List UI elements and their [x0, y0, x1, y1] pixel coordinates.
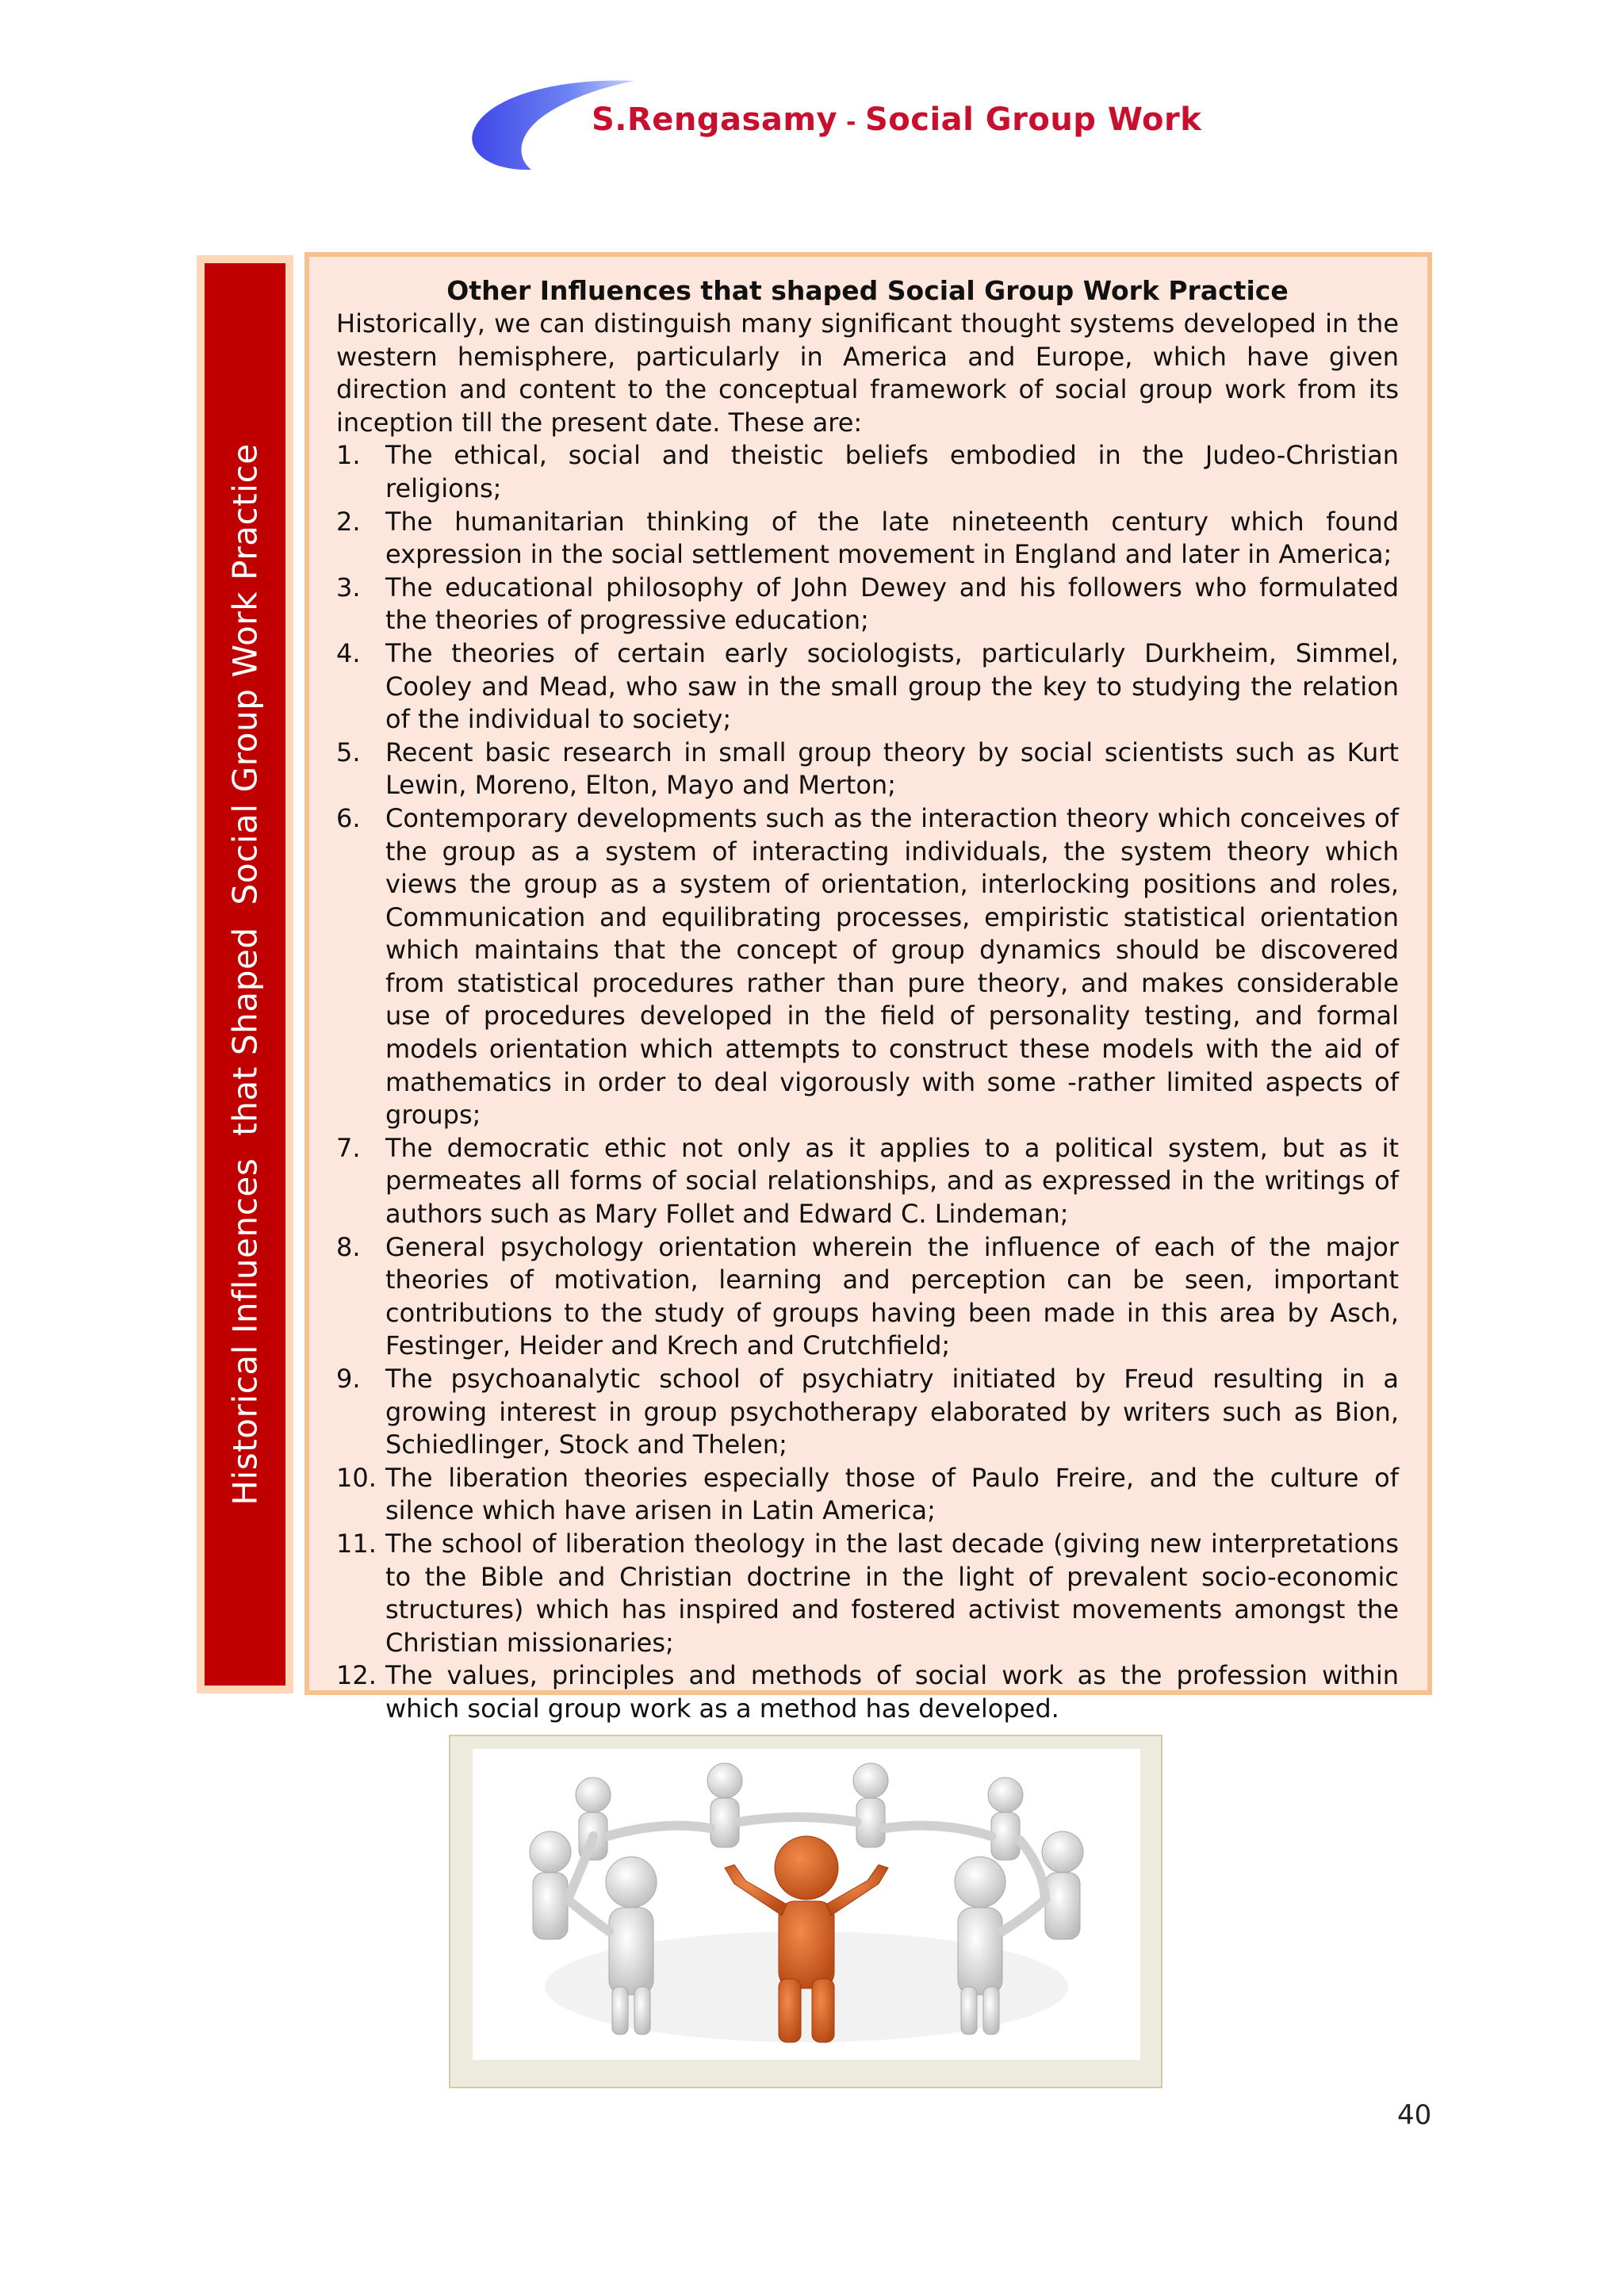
list-item	[336, 1528, 1399, 1659]
list-item-text: The educational philosophy of John Dewey and his followers who formulated the theories of progressive education;	[385, 572, 1399, 636]
list-item-text: The humanitarian thinking of the late nineteenth century which found expression in the social settlement movement in England and later in America;	[385, 506, 1399, 570]
list-item	[336, 1462, 1399, 1528]
page-number: 40	[1397, 2099, 1432, 2131]
illustration-canvas	[473, 1749, 1140, 2060]
list-item	[336, 637, 1399, 737]
list-item-number: 7.	[336, 1132, 361, 1163]
sidebar-panel	[197, 255, 293, 1693]
header-subject: Social Group Work	[864, 101, 1202, 138]
list-item	[336, 1132, 1399, 1231]
list-item-number: 3.	[336, 572, 361, 603]
group-circle-illustration-icon	[473, 1749, 1140, 2060]
list-item-text: The democratic ethic not only as it applies to a political system, but as it permeates all forms of social relationships, and as expressed in the writings of authors such as Mary Follet and Edward C. Lindeman;	[385, 1132, 1399, 1230]
list-item	[336, 737, 1399, 802]
header-author: S.Rengasamy	[592, 101, 838, 138]
content-box	[304, 252, 1432, 1724]
content-title: Other Influences that shaped Social Group Work Practice	[446, 275, 1289, 306]
list-item-text: General psychology orientation wherein the influence of each of the major theories of motivation, learning and perception can be seen, important contributions to the study of groups having been made in this area by Asch, Festinger, Heider and Krech and Crutchfield;	[385, 1231, 1399, 1361]
list-item-text: The liberation theories especially those of Paulo Freire, and the culture of silence which have arisen in Latin America;	[385, 1462, 1399, 1526]
list-item-number: 10.	[336, 1462, 377, 1493]
illustration-frame	[449, 1735, 1162, 2088]
list-item	[336, 1363, 1399, 1462]
header-title	[592, 101, 1201, 138]
list-item-number: 6.	[336, 802, 361, 833]
list-item-text: Recent basic research in small group theory by social scientists such as Kurt Lewin, Moreno, Elton, Mayo and Merton;	[385, 737, 1399, 801]
intro-paragraph: Historically, we can distinguish many significant thought systems developed in the western hemisphere, particularly in America and Europe, which have given direction and content to the conceptual framework of social group work from its inception till the present date. These are:	[336, 308, 1399, 438]
sidebar-red-band	[205, 263, 285, 1686]
list-item-text: The psychoanalytic school of psychiatry initiated by Freud resulting in a growing interest in group psychotherapy elaborated by writers such as Bion, Schiedlinger, Stock and Thelen;	[385, 1364, 1399, 1460]
list-item	[336, 802, 1399, 1132]
list-item-number: 12.	[336, 1660, 377, 1691]
list-item-number: 9.	[336, 1364, 361, 1394]
list-item	[336, 572, 1399, 637]
list-item-number: 1.	[336, 440, 361, 471]
list-item	[336, 1659, 1399, 1725]
influences-list	[336, 439, 1399, 1725]
list-item-text: The theories of certain early sociologists, particularly Durkheim, Simmel, Cooley and Mead, who saw in the small group the key to studying the relation of the individual to society;	[385, 637, 1399, 735]
list-item-number: 4.	[336, 637, 361, 668]
list-item-number: 2.	[336, 506, 361, 537]
list-item-text: The school of liberation theology in the last decade (giving new interpretations to the Bible and Christian doctrine in the light of prevalent socio-economic structures) which has inspired and fostered activist movements amongst the Christian missionaries;	[385, 1528, 1399, 1658]
header-separator: -	[837, 109, 865, 136]
list-item-number: 8.	[336, 1231, 361, 1262]
list-item-text: The ethical, social and theistic beliefs embodied in the Judeo-Christian religions;	[385, 440, 1399, 503]
list-item	[336, 1231, 1399, 1363]
list-item	[336, 439, 1399, 505]
list-item-text: Contemporary developments such as the interaction theory which conceives of the group as a system of interacting individuals, the system theory which views the group as a system of orientation, interlocking positions and roles, Communication and equilibrating processes, empiristic statistical orientation which maintains that the concept of group dynamics should be discovered from statistical procedures rather than pure theory, and makes considerable use of procedures developed in the field of personality testing, and formal models orientation which attempts to construct these models with the aid of mathematics in order to deal vigorously with some -rather limited aspects of groups;	[385, 802, 1399, 1131]
sidebar-vertical-title: Historical Influences that Shaped Social Group Work Practice	[225, 443, 265, 1506]
list-item-number: 11.	[336, 1528, 377, 1559]
list-item-number: 5.	[336, 737, 361, 767]
list-item-text: The values, principles and methods of social work as the profession within which social group work as a method has developed.	[385, 1660, 1399, 1724]
list-item	[336, 506, 1399, 572]
